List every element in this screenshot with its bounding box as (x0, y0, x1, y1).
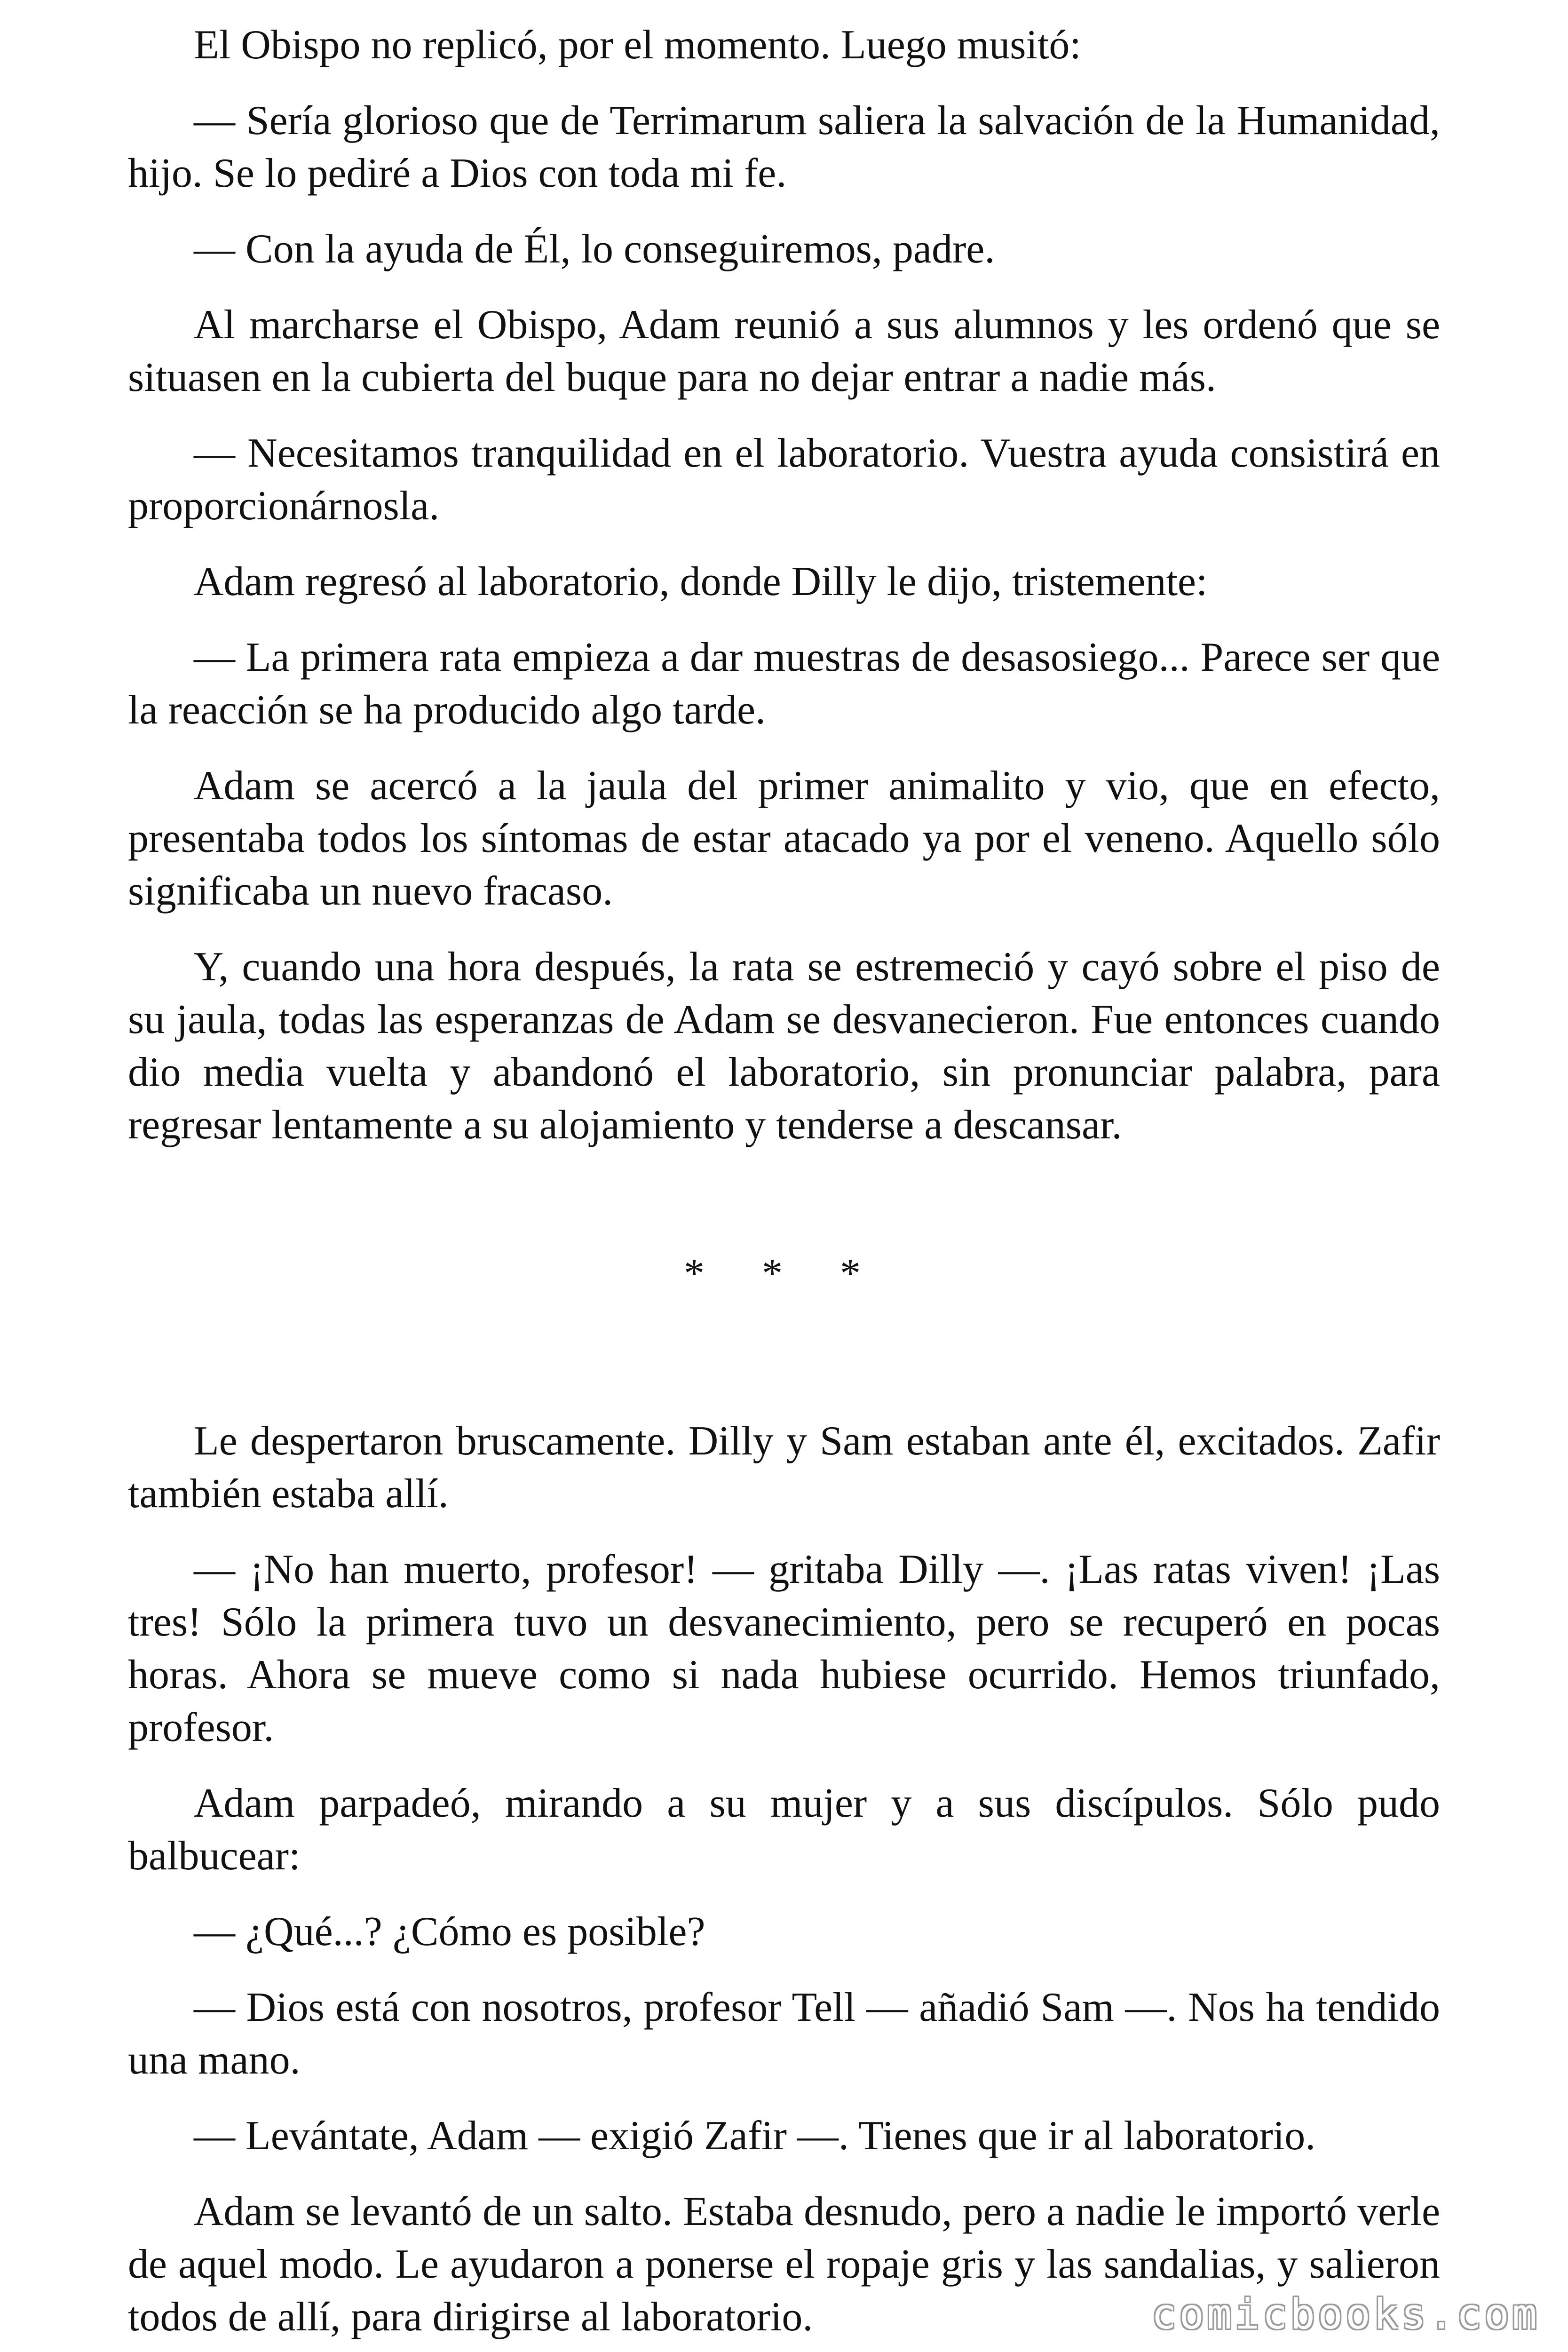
paragraph: — Levántate, Adam — exigió Zafir —. Tienes que ir al laboratorio. (194, 2113, 1316, 2159)
book-page (128, 19, 1440, 2352)
paragraph: Adam parpadeó, mirando a su mujer y a sus discípulos. Sólo pudo balbucear: (128, 1780, 1440, 1879)
paragraph: — ¡No han muerto, profesor! — gritaba Dilly —. ¡Las ratas viven! ¡Las tres! Sólo la primera tuvo un desvanecimiento, pero se recuperó en pocas horas. Ahora se mueve como si nada hubiese ocurrido. Hemos triunfado, profesor. (128, 1547, 1440, 1750)
paragraph: — ¿Qué...? ¿Cómo es posible? (194, 1909, 705, 1955)
section-break: * * * (684, 1251, 884, 1296)
paragraph: — Dios está con nosotros, profesor Tell — añadió Sam —. Nos ha tendido una mano. (128, 1985, 1440, 2083)
paragraph: — Con la ayuda de Él, lo conseguiremos, padre. (194, 226, 995, 272)
paragraph: — La primera rata empieza a dar muestras de desasosiego... Parece ser que la reacción se ha producido algo tarde. (128, 635, 1440, 733)
paragraph: Adam se acercó a la jaula del primer animalito y vio, que en efecto, presentaba todos los síntomas de estar atacado ya por el veneno. Aquello sólo significaba un nuevo fracaso. (128, 763, 1440, 914)
paragraph: Al marcharse el Obispo, Adam reunió a sus alumnos y les ordenó que se situasen en la cubierta del buque para no dejar entrar a nadie más. (128, 302, 1440, 400)
paragraph: Adam se levantó de un salto. Estaba desnudo, pero a nadie le importó verle de aquel modo. Le ayudaron a ponerse el ropaje gris y las sandalias, y salieron todos de allí, para dirigirse al laboratorio. (128, 2189, 1440, 2340)
paragraph: — Necesitamos tranquilidad en el laboratorio. Vuestra ayuda consistirá en proporcionárnosla. (128, 430, 1440, 529)
watermark: comicbooks.com (1151, 2290, 1540, 2338)
paragraph: El Obispo no replicó, por el momento. Luego musitó: (194, 22, 1081, 68)
paragraph: Le despertaron bruscamente. Dilly y Sam estaban ante él, excitados. Zafir también estaba allí. (128, 1418, 1440, 1517)
paragraph: Y, cuando una hora después, la rata se estremeció y cayó sobre el piso de su jaula, todas las esperanzas de Adam se desvanecieron. Fue entonces cuando dio media vuelta y abandonó el laboratorio, sin pronunciar palabra, para regresar lentamente a su alojamiento y tenderse a descansar. (128, 944, 1440, 1148)
paragraph: — Sería glorioso que de Terrimarum saliera la salvación de la Humanidad, hijo. Se lo pediré a Dios con toda mi fe. (128, 98, 1440, 196)
paragraph: Adam regresó al laboratorio, donde Dilly le dijo, tristemente: (194, 559, 1208, 604)
